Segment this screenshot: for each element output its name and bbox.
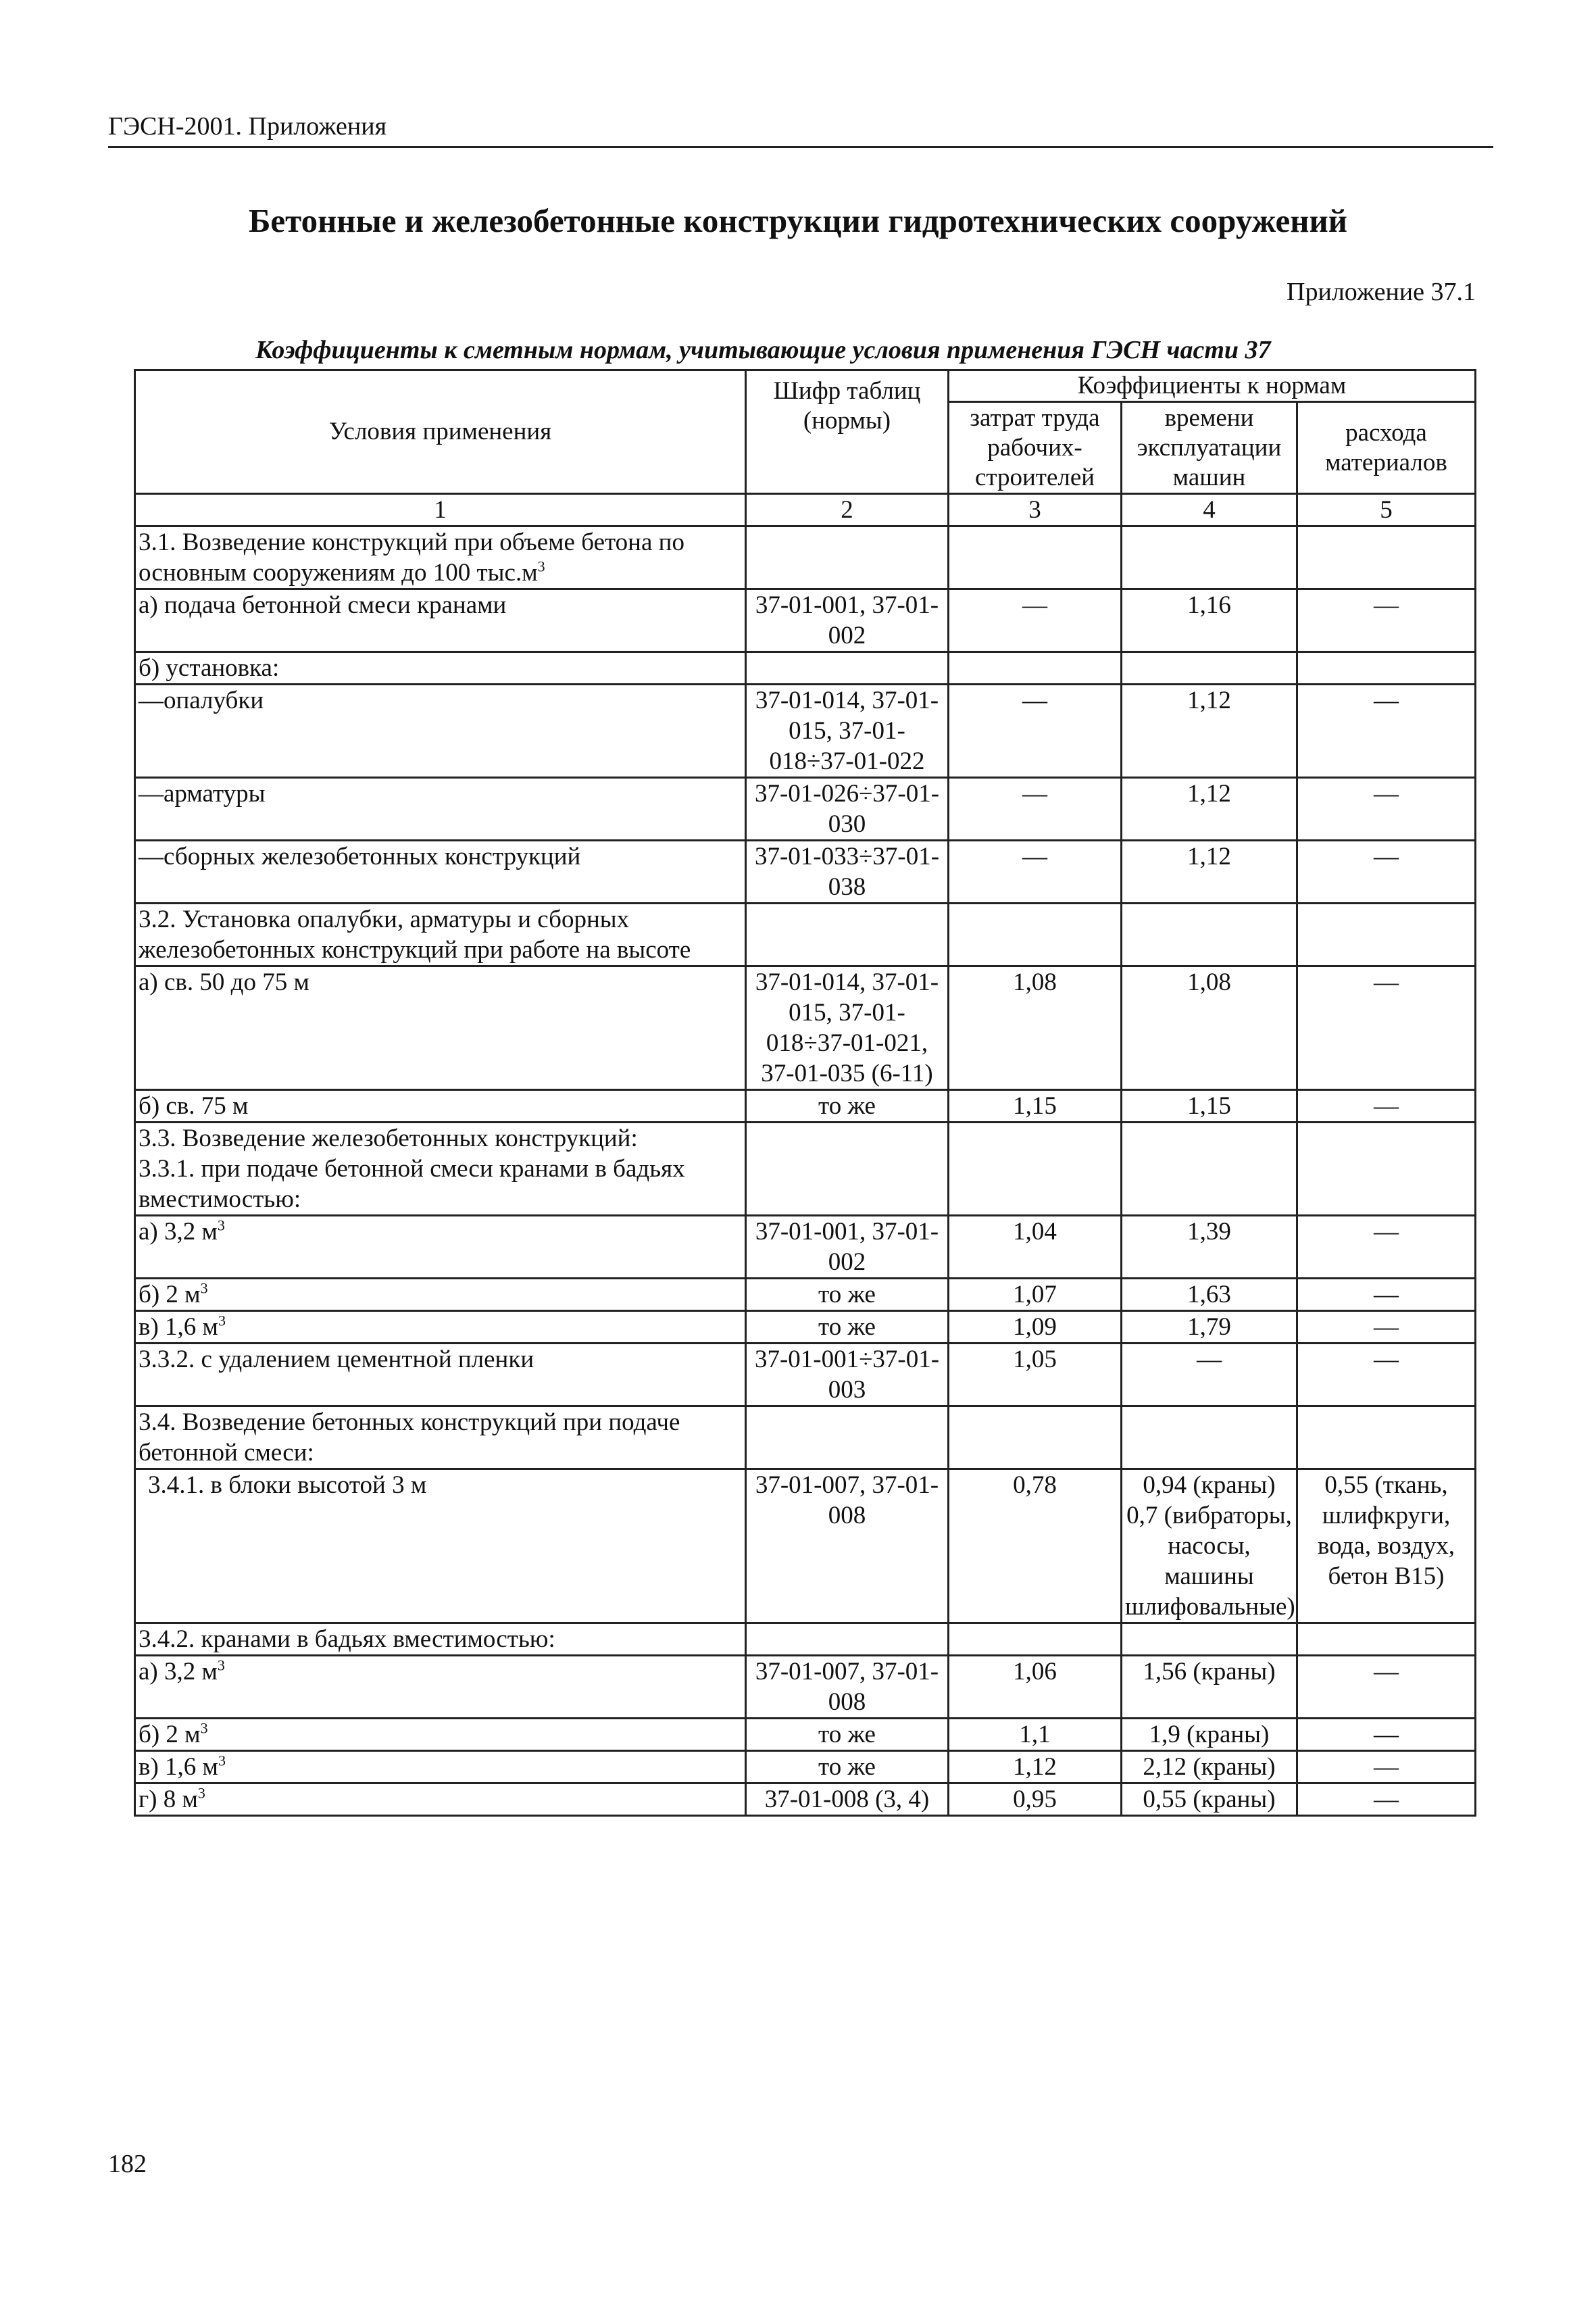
section-3-4-title: 3.4. Возведение бетонных конструкций при подаче бетонной смеси: [135, 1406, 746, 1469]
running-head: ГЭСН-2001. Приложения [108, 112, 387, 141]
row-machines: 1,9 (краны) [1122, 1719, 1297, 1751]
row-machines: 0,94 (краны) 0,7 (вибраторы, насосы, машины шлифовальные) [1122, 1469, 1297, 1623]
row-labor: 1,09 [949, 1311, 1122, 1344]
row-labor: 1,04 [949, 1216, 1122, 1279]
table-row [135, 589, 1476, 652]
section-3-1-title-row [135, 526, 1476, 589]
row-materials: — [1297, 1090, 1476, 1123]
row-label: г) 8 $м^3$ [135, 1783, 746, 1816]
row-materials: — [1297, 841, 1476, 904]
table-row [135, 1783, 1476, 1816]
row-machines: 1,12 [1122, 685, 1297, 778]
row-machines: 1,15 [1122, 1090, 1297, 1123]
table-row [135, 1751, 1476, 1783]
row-labor: 1,05 [949, 1344, 1122, 1406]
table-row [135, 1719, 1476, 1751]
row-machines: 1,12 [1122, 778, 1297, 841]
row-materials: — [1297, 1656, 1476, 1719]
header-row-1 [135, 370, 1476, 402]
row-code: то же [746, 1090, 949, 1123]
row-machines: 0,55 (краны) [1122, 1783, 1297, 1816]
row-labor: — [949, 778, 1122, 841]
row-materials: — [1297, 1279, 1476, 1311]
page-title: Бетонные и железобетонные конструкции гидротехнических сооружений [249, 202, 1347, 239]
table-row [135, 841, 1476, 904]
table-row [135, 966, 1476, 1090]
header-coef-group: Коэффициенты к нормам [949, 370, 1476, 402]
section-3-4-2-title-row [135, 1623, 1476, 1656]
row-code: 37-01-001, 37-01-002 [746, 1216, 949, 1279]
row-code: 37-01-008 (3, 4) [746, 1783, 949, 1816]
row-materials: — [1297, 778, 1476, 841]
row-labor: 1,07 [949, 1279, 1122, 1311]
table-row [135, 1311, 1476, 1344]
row-code: 37-01-014, 37-01-015, 37-01-018÷37-01-022 [746, 685, 949, 778]
row-materials: — [1297, 589, 1476, 652]
row-labor: 1,1 [949, 1719, 1122, 1751]
row-label: в) 1,6 $м^3$ [135, 1311, 746, 1344]
row-machines: — [1122, 1344, 1297, 1406]
section-3-1-title: 3.1. Возведение конструкций при объеме бетона по основным сооружениям до 100 $тыс.м^3$ [135, 526, 746, 589]
table-row [135, 1090, 1476, 1123]
col-num-4: 4 [1122, 494, 1297, 526]
row-label: а) 3,2 $м^3$ [135, 1656, 746, 1719]
row-code: 37-01-014, 37-01-015, 37-01-018÷37-01-021, 37-01-035 (6-11) [746, 966, 949, 1090]
row-materials: — [1297, 1216, 1476, 1279]
table-row [135, 1216, 1476, 1279]
table-row [135, 1656, 1476, 1719]
row-machines: 1,56 (краны) [1122, 1656, 1297, 1719]
col-num-2: 2 [746, 494, 949, 526]
section-3-2-title-row [135, 904, 1476, 966]
header-materials: расхода материалов [1297, 402, 1476, 494]
section-3-3-title: 3.3. Возведение железобетонных конструкций: 3.3.1. при подаче бетонной смеси кранами в бадьях вместимостью: [135, 1123, 746, 1216]
table-caption: Коэффициенты к сметным нормам, учитывающие условия применения ГЭСН части 37 [255, 336, 1271, 364]
row-label: б) св. 75 м [135, 1090, 746, 1123]
row-label: —опалубки [135, 685, 746, 778]
row-labor: 1,12 [949, 1751, 1122, 1783]
section-3-2-title: 3.2. Установка опалубки, арматуры и сборных железобетонных конструкций при работе на высоте [135, 904, 746, 966]
row-materials: — [1297, 1751, 1476, 1783]
appendix-number: Приложение 37.1 [1287, 278, 1476, 306]
row-label: а) св. 50 до 75 м [135, 966, 746, 1090]
row-materials: 0,55 (ткань, шлифкруги, вода, воздух, бетон В15) [1297, 1469, 1476, 1623]
row-materials: — [1297, 685, 1476, 778]
header-machines: времени эксплуатации машин [1122, 402, 1297, 494]
column-numbers-row [135, 494, 1476, 526]
row-code: то же [746, 1279, 949, 1311]
table-row [135, 652, 1476, 685]
row-code: 37-01-001÷37-01-003 [746, 1344, 949, 1406]
row-labor: 1,15 [949, 1090, 1122, 1123]
table-row [135, 685, 1476, 778]
subsection-3-4-2-title: 3.4.2. кранами в бадьях вместимостью: [135, 1623, 746, 1656]
row-label: а) 3,2 $м^3$ [135, 1216, 746, 1279]
row-machines: 1,12 [1122, 841, 1297, 904]
row-label: 3.3.2. с удалением цементной пленки [135, 1344, 746, 1406]
table-row [135, 778, 1476, 841]
row-labor: 0,95 [949, 1783, 1122, 1816]
row-machines: 1,08 [1122, 966, 1297, 1090]
row-label: 3.4.1. в блоки высотой 3 м [135, 1469, 746, 1623]
table-row [135, 1279, 1476, 1311]
row-machines: 1,16 [1122, 589, 1297, 652]
row-label: а) подача бетонной смеси кранами [135, 589, 746, 652]
page-number: 182 [108, 2150, 147, 2178]
row-code: то же [746, 1751, 949, 1783]
row-materials: — [1297, 966, 1476, 1090]
row-label: —сборных железобетонных конструкций [135, 841, 746, 904]
header-code: Шифр таблиц (нормы) [746, 370, 949, 494]
row-code: 37-01-001, 37-01-002 [746, 589, 949, 652]
row-code: 37-01-026÷37-01-030 [746, 778, 949, 841]
coefficients-table [134, 369, 1476, 1817]
row-label: б) установка: [135, 652, 746, 685]
row-code: то же [746, 1719, 949, 1751]
row-machines: 1,63 [1122, 1279, 1297, 1311]
row-label: б) 2 $м^3$ [135, 1279, 746, 1311]
header-conditions: Условия применения [135, 370, 746, 494]
row-labor: 1,08 [949, 966, 1122, 1090]
row-labor: — [949, 589, 1122, 652]
row-labor: 1,06 [949, 1656, 1122, 1719]
row-machines: 2,12 (краны) [1122, 1751, 1297, 1783]
section-3-4-title-row [135, 1406, 1476, 1469]
row-code: 37-01-033÷37-01-038 [746, 841, 949, 904]
row-materials: — [1297, 1783, 1476, 1816]
section-3-3-title-row [135, 1123, 1476, 1216]
header-rule [108, 146, 1493, 148]
col-num-5: 5 [1297, 494, 1476, 526]
row-label: б) 2 $м^3$ [135, 1719, 746, 1751]
table-row [135, 1469, 1476, 1623]
row-label: в) 1,6 $м^3$ [135, 1751, 746, 1783]
row-code: то же [746, 1311, 949, 1344]
row-machines: 1,79 [1122, 1311, 1297, 1344]
col-num-3: 3 [949, 494, 1122, 526]
row-materials: — [1297, 1719, 1476, 1751]
col-num-1: 1 [135, 494, 746, 526]
row-code: 37-01-007, 37-01-008 [746, 1656, 949, 1719]
row-labor: — [949, 841, 1122, 904]
table-row [135, 1344, 1476, 1406]
row-label: —арматуры [135, 778, 746, 841]
row-labor: 0,78 [949, 1469, 1122, 1623]
header-labor: затрат труда рабочих-строителей [949, 402, 1122, 494]
row-code: 37-01-007, 37-01-008 [746, 1469, 949, 1623]
row-labor: — [949, 685, 1122, 778]
row-materials: — [1297, 1311, 1476, 1344]
row-materials: — [1297, 1344, 1476, 1406]
row-machines: 1,39 [1122, 1216, 1297, 1279]
